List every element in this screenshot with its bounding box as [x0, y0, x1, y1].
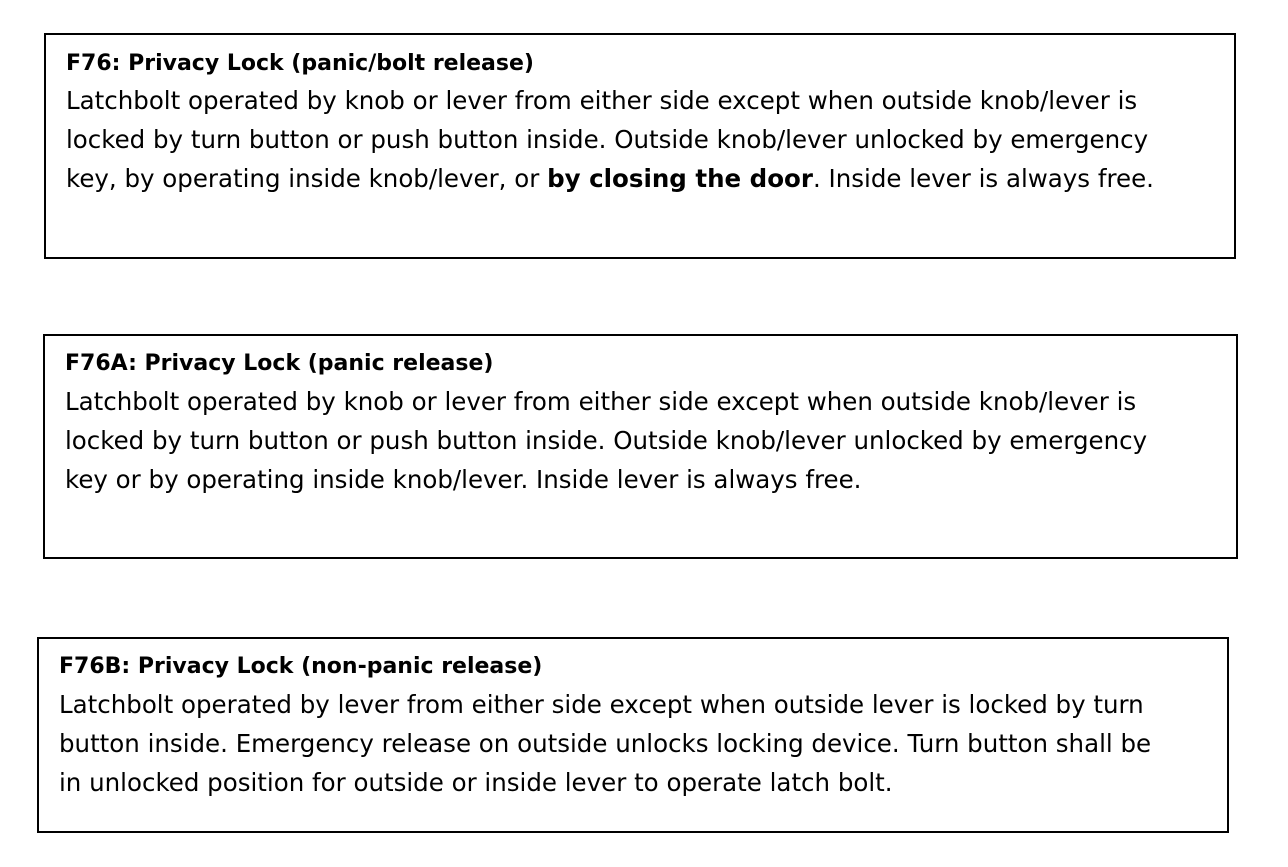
- description-line: locked by turn button or push button inside. Outside knob/lever unlocked by emergency: [66, 125, 1149, 154]
- description-line: button inside. Emergency release on outside unlocks locking device. Turn button shall be: [59, 729, 1152, 758]
- description-line: Latchbolt operated by knob or lever from either side except when outside knob/lever is: [66, 86, 1138, 115]
- function-description: [65, 382, 1218, 499]
- description-text: . Inside lever is always free.: [812, 164, 1154, 193]
- description-line: Latchbolt operated by knob or lever from either side except when outside knob/lever is: [65, 387, 1137, 416]
- function-box-f76: [44, 33, 1236, 259]
- description-line: in unlocked position for outside or inside lever to operate latch bolt.: [59, 768, 893, 797]
- emphasized-text: by closing the door: [547, 164, 813, 193]
- description-line: [66, 159, 1216, 198]
- function-title: F76A: Privacy Lock (panic release): [65, 351, 494, 376]
- function-description: [66, 81, 1216, 198]
- function-description: [59, 685, 1209, 802]
- description-line: Latchbolt operated by lever from either side except when outside lever is locked by turn: [59, 690, 1144, 719]
- function-box-f76b: [37, 637, 1229, 833]
- function-box-f76a: [43, 334, 1238, 559]
- function-title: F76: Privacy Lock (panic/bolt release): [66, 51, 534, 76]
- function-title: F76B: Privacy Lock (non-panic release): [59, 654, 543, 679]
- description-line: key or by operating inside knob/lever. Inside lever is always free.: [65, 465, 862, 494]
- description-text: key, by operating inside knob/lever, or: [66, 164, 548, 193]
- description-line: locked by turn button or push button inside. Outside knob/lever unlocked by emergency: [65, 426, 1148, 455]
